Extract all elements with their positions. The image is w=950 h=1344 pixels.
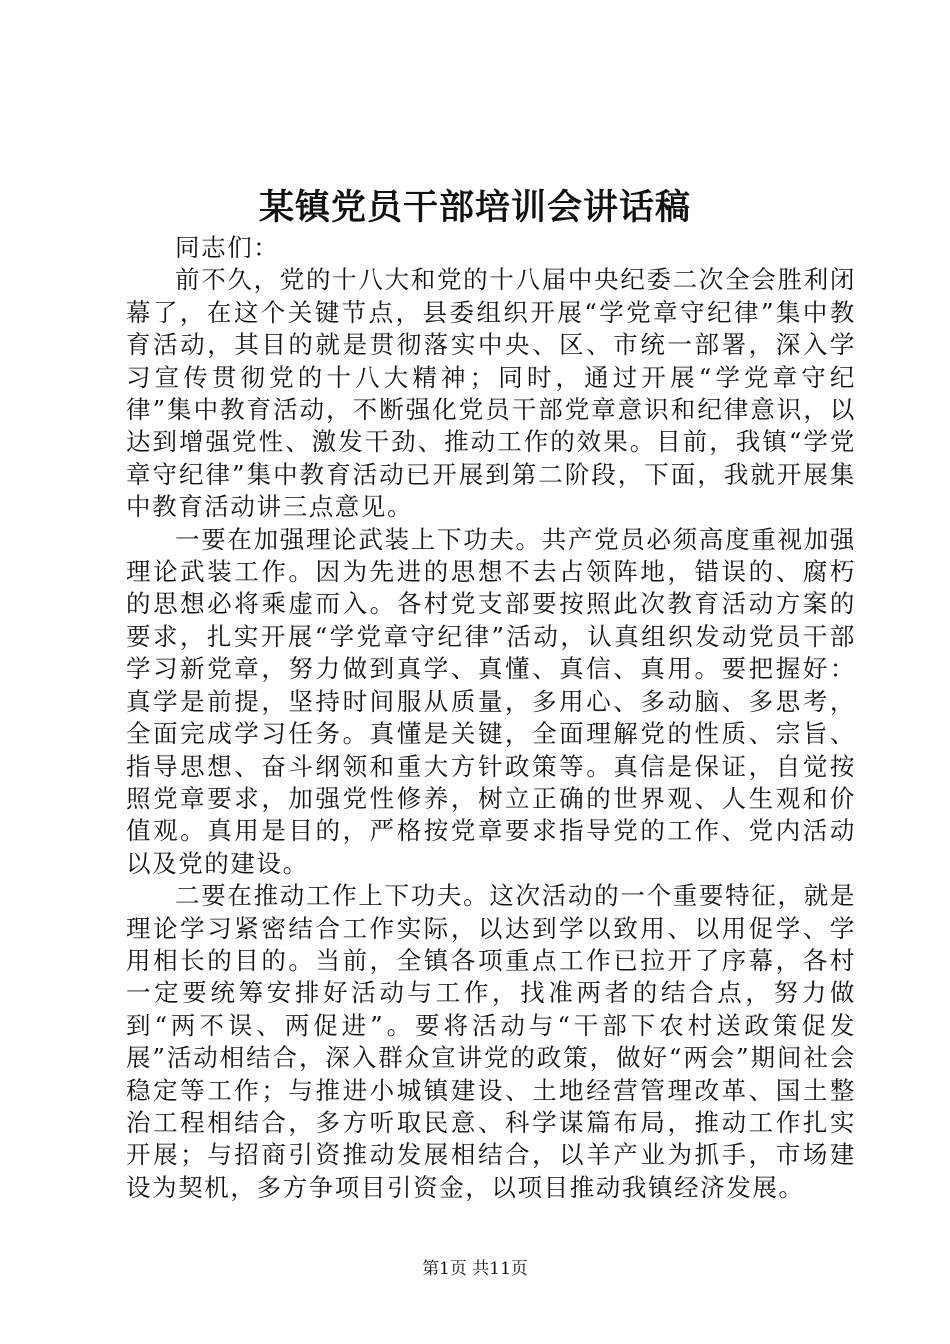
body-paragraph: 一要在加强理论武装上下功夫。共产党员必须高度重视加强理论武装工作。因为先进的思想不去占领阵地，错误的、腐朽的思想必将乘虚而入。各村党支部要按照此次教育活动方案的要求，扎实开展“学党章守纪律”活动，认真组织发动党员干部学习新党章，努力做到真学、真懂、真信、真用。要把握好：真学是前提，坚持时间服从质量，多用心、多动脑、多思考，全面完成学习任务。真懂是关键，全面理解党的性质、宗旨、指导思想、奋斗纲领和重大方针政策等。真信是保证，自觉按照党章要求，加强党性修养，树立正确的世界观、人生观和价值观。真用是目的，严格按党章要求指导党的工作、党内活动以及党的建设。 [126, 524, 856, 878]
page-number-footer: 第1页 共11页 [422, 1259, 528, 1279]
salutation-paragraph: 同志们： [175, 233, 280, 262]
document-title: 某镇党员干部培训会讲话稿 [258, 187, 691, 228]
document-body [126, 232, 856, 1204]
body-paragraph: 前不久，党的十八大和党的十八届中央纪委二次全会胜利闭幕了，在这个关键节点，县委组织开展“学党章守纪律”集中教育活动，其目的就是贯彻落实中央、区、市统一部署，深入学习宣传贯彻党的十八大精神；同时，通过开展“学党章守纪律”集中教育活动，不断强化党员干部党章意识和纪律意识，以达到增强党性、激发干劲、推动工作的效果。目前，我镇“学党章守纪律”集中教育活动已开展到第二阶段，下面，我就开展集中教育活动讲三点意见。 [126, 265, 856, 522]
body-paragraph: 二要在推动工作上下功夫。这次活动的一个重要特征，就是理论学习紧密结合工作实际，以达到学以致用、以用促学、学用相长的目的。当前，全镇各项重点工作已拉开了序幕，各村一定要统筹安排好活动与工作，找准两者的结合点，努力做到“两不误、两促进”。要将活动与“干部下农村送政策促发展”活动相结合，深入群众宣讲党的政策，做好“两会”期间社会稳定等工作；与推进小城镇建设、土地经营管理改革、国土整治工程相结合，多方听取民意、科学谋篇布局，推动工作扎实开展；与招商引资推动发展相结合，以羊产业为抓手，市场建设为契机，多方争项目引资金，以项目推动我镇经济发展。 [126, 881, 856, 1202]
